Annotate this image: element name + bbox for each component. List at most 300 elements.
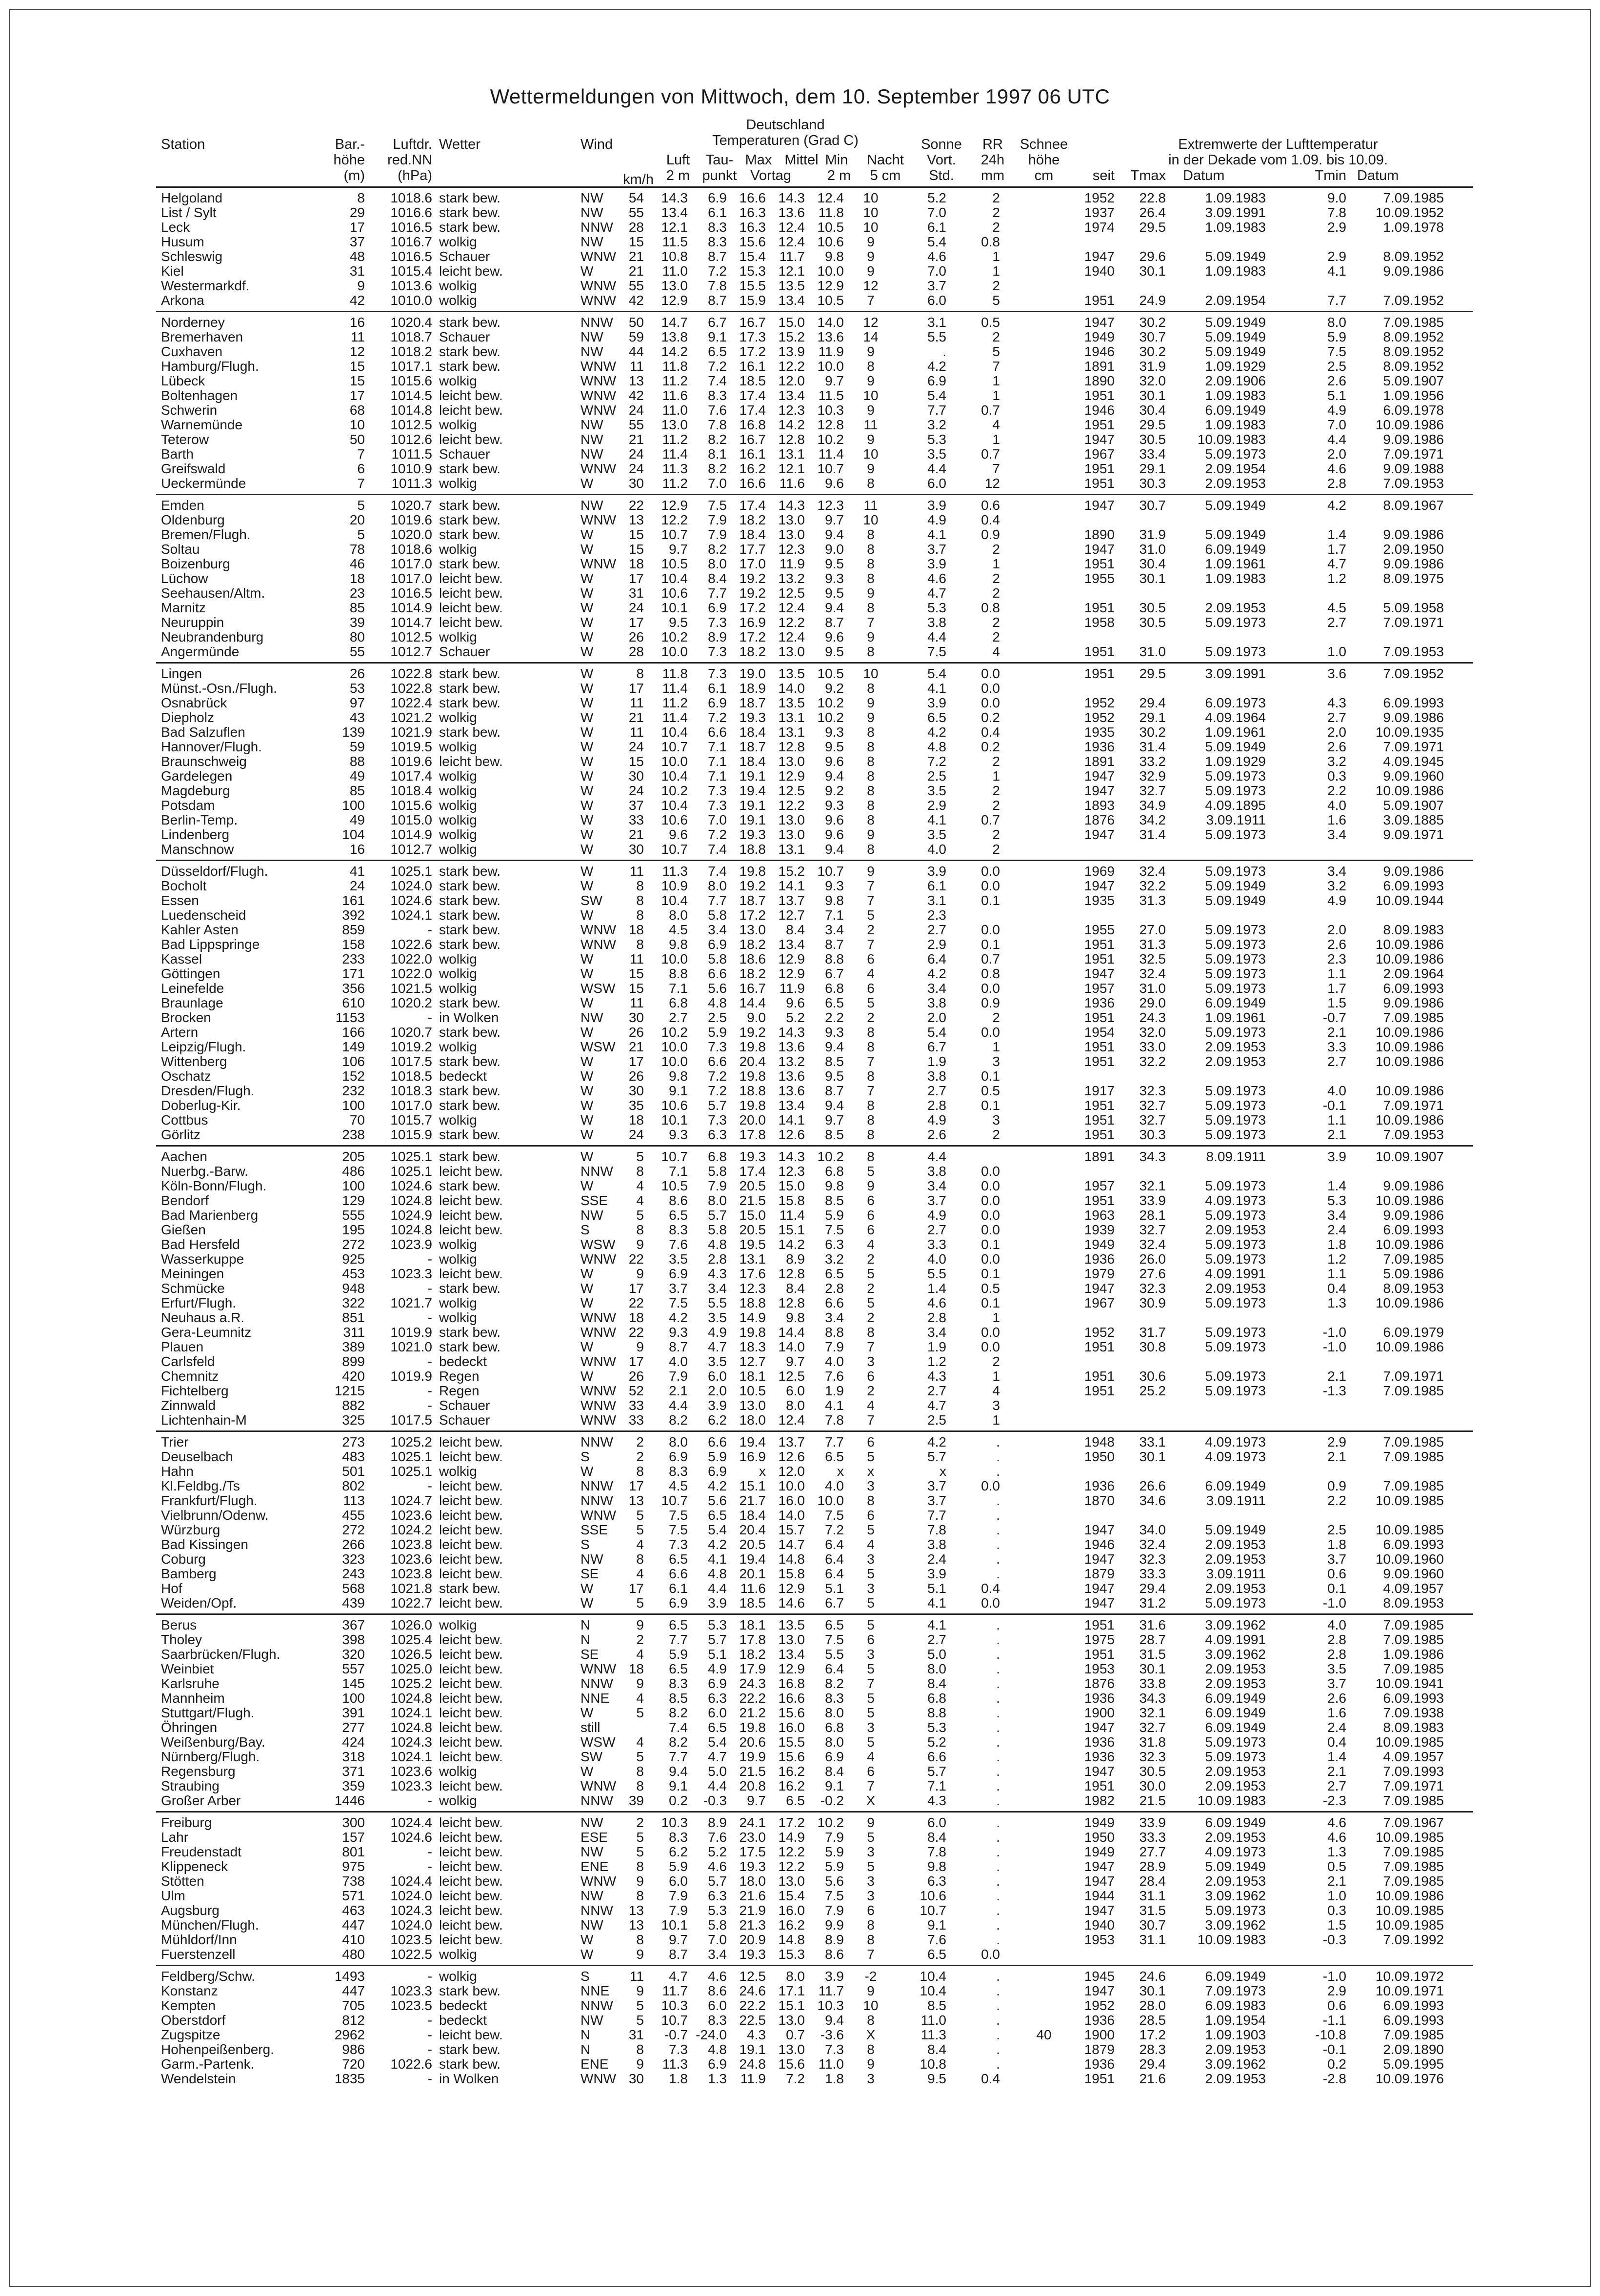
cell-nacht-5cm: 9 xyxy=(867,249,875,264)
cell-tmax-datum: 5.09.1973 xyxy=(1205,1237,1266,1252)
cell-wind-kmh: 15 xyxy=(628,527,644,542)
table-row xyxy=(156,666,1473,681)
cell-tmin: 0.2 xyxy=(1327,2056,1346,2072)
table-row xyxy=(156,1508,1473,1523)
cell-taupunkt: 7.8 xyxy=(708,417,727,432)
cell-luft-2m: 4.4 xyxy=(669,1398,688,1413)
cell-tmin-datum: 7.09.1967 xyxy=(1383,1815,1444,1830)
cell-bar-hoehe: 5 xyxy=(357,527,365,542)
cell-tmax: 32.3 xyxy=(1139,1551,1166,1567)
cell-wind-kmh: 24 xyxy=(628,446,644,462)
cell-min-2m: 8.5 xyxy=(825,1193,844,1208)
cell-nacht-5cm: 10 xyxy=(863,205,879,220)
cell-min-2m: 10.2 xyxy=(817,710,844,725)
cell-min-2m: 9.5 xyxy=(825,644,844,659)
cell-wind-richtung: SE xyxy=(580,1647,599,1662)
cell-station: Kempten xyxy=(161,1998,216,2013)
cell-station: Plauen xyxy=(161,1339,204,1354)
cell-taupunkt: 7.2 xyxy=(708,827,727,842)
cell-mittel-vortag: 15.7 xyxy=(778,1522,805,1537)
cell-luft-2m: 9.4 xyxy=(669,1764,688,1779)
cell-wetter: stark bew. xyxy=(439,1127,501,1142)
cell-nacht-5cm: 8 xyxy=(867,359,875,374)
cell-wetter: leicht bew. xyxy=(439,1508,503,1523)
cell-mittel-vortag: 13.1 xyxy=(778,725,805,740)
cell-mittel-vortag: 12.2 xyxy=(778,615,805,630)
cell-min-2m: 5.5 xyxy=(825,1647,844,1662)
cell-tmin: 1.3 xyxy=(1327,1295,1346,1310)
cell-rr-24h: 0.0 xyxy=(981,1193,1000,1208)
cell-seit: 1936 xyxy=(1084,739,1115,754)
cell-wind-kmh: 42 xyxy=(628,293,644,308)
station-groups xyxy=(156,186,1473,2086)
cell-wind-richtung: NW xyxy=(580,446,603,462)
cell-tmax: 27.7 xyxy=(1139,1844,1166,1859)
cell-tmax-datum: 1.09.1929 xyxy=(1205,754,1266,769)
cell-taupunkt: 4.1 xyxy=(708,1551,727,1567)
table-row xyxy=(156,2057,1473,2072)
cell-sonne: 6.6 xyxy=(927,1749,946,1764)
cell-bar-hoehe: 801 xyxy=(342,1844,365,1859)
cell-station: Garm.-Partenk. xyxy=(161,2056,255,2072)
cell-station: Nürnberg/Flugh. xyxy=(161,1749,260,1764)
cell-max-vortag: 18.9 xyxy=(739,681,766,696)
cell-min-2m: 9.8 xyxy=(825,893,844,908)
cell-tmin: 1.5 xyxy=(1327,995,1346,1010)
cell-wind-kmh: 33 xyxy=(628,1412,644,1428)
cell-min-2m: 10.7 xyxy=(817,864,844,879)
cell-wind-richtung: W xyxy=(580,527,594,542)
cell-max-vortag: 17.4 xyxy=(739,1164,766,1179)
cell-tmax: 28.5 xyxy=(1139,2013,1166,2028)
cell-tmin-datum: 10.09.1944 xyxy=(1375,893,1444,908)
cell-station: München/Flugh. xyxy=(161,1917,259,1933)
cell-rr-24h: 4 xyxy=(992,417,1000,432)
cell-nacht-5cm: 7 xyxy=(867,1947,875,1962)
cell-luftdruck: 1022.7 xyxy=(390,1595,432,1611)
cell-wind-richtung: WNW xyxy=(580,1873,617,1889)
cell-tmax: 31.3 xyxy=(1139,937,1166,952)
cell-nacht-5cm: 7 xyxy=(867,893,875,908)
cell-tmax-datum: 1.09.1961 xyxy=(1205,556,1266,571)
cell-wetter: wolkig xyxy=(439,827,477,842)
cell-seit: 1940 xyxy=(1084,263,1115,279)
cell-seit: 1951 xyxy=(1084,937,1115,952)
cell-station: Gießen xyxy=(161,1222,206,1237)
cell-max-vortag: 9.0 xyxy=(747,1010,766,1025)
cell-sonne: 5.2 xyxy=(927,190,946,205)
cell-rr-24h: 0.0 xyxy=(981,666,1000,681)
cell-rr-24h: . xyxy=(996,2042,1000,2057)
cell-tmax-datum: 5.09.1973 xyxy=(1205,1369,1266,1384)
cell-nacht-5cm: 8 xyxy=(867,644,875,659)
cell-wind-richtung: W xyxy=(580,585,594,601)
cell-max-vortag: 16.7 xyxy=(739,981,766,996)
cell-wind-richtung: W xyxy=(580,783,594,798)
cell-tmin-datum: 9.09.1986 xyxy=(1383,432,1444,447)
table-row xyxy=(156,1149,1473,1164)
cell-sonne: 3.8 xyxy=(927,995,946,1010)
cell-rr-24h: 2 xyxy=(992,542,1000,557)
cell-max-vortag: 13.0 xyxy=(739,1398,766,1413)
table-row xyxy=(156,1859,1473,1874)
cell-taupunkt: 5.6 xyxy=(708,1493,727,1508)
col-nacht-5cm: 5 cm xyxy=(870,168,901,183)
cell-sonne: 4.4 xyxy=(927,629,946,644)
cell-wetter: wolkig xyxy=(439,1617,477,1632)
cell-tmin: 2.2 xyxy=(1327,783,1346,798)
cell-max-vortag: 16.9 xyxy=(739,615,766,630)
cell-luft-2m: 9.7 xyxy=(669,1932,688,1947)
cell-tmin-datum: 5.09.1907 xyxy=(1383,798,1444,813)
cell-tmin-datum: 6.09.1993 xyxy=(1383,695,1444,710)
col-datum-2: Datum xyxy=(1357,168,1399,183)
cell-wind-kmh: 11 xyxy=(629,864,644,879)
cell-tmax-datum: 1.09.1903 xyxy=(1205,2027,1266,2042)
cell-mittel-vortag: 12.1 xyxy=(778,461,805,476)
cell-tmin: -1.0 xyxy=(1322,1339,1346,1354)
cell-tmin-datum: 9.09.1986 xyxy=(1383,556,1444,571)
cell-seit: 1975 xyxy=(1084,1632,1115,1647)
cell-nacht-5cm: 9 xyxy=(867,344,875,359)
cell-rr-24h: 1 xyxy=(992,373,1000,388)
cell-min-2m: 10.2 xyxy=(817,695,844,710)
cell-wetter: Regen xyxy=(439,1369,480,1384)
cell-min-2m: 1.9 xyxy=(825,1383,844,1398)
cell-bar-hoehe: 320 xyxy=(342,1647,365,1662)
cell-tmax-datum: 1.09.1983 xyxy=(1205,571,1266,586)
cell-luft-2m: 10.7 xyxy=(661,1493,688,1508)
cell-tmax: 28.0 xyxy=(1139,1998,1166,2013)
cell-bar-hoehe: 171 xyxy=(342,966,365,981)
col-bar-2: höhe xyxy=(333,152,365,168)
cell-luftdruck: 1022.4 xyxy=(390,695,432,710)
cell-bar-hoehe: 243 xyxy=(342,1566,365,1581)
cell-tmin-datum: 10.09.1972 xyxy=(1375,1969,1444,1984)
cell-wetter: stark bew. xyxy=(439,922,501,937)
cell-station: Düsseldorf/Flugh. xyxy=(161,864,268,879)
cell-seit: 1936 xyxy=(1084,2056,1115,2072)
cell-seit: 1951 xyxy=(1084,388,1115,403)
cell-wetter: leicht bew. xyxy=(439,1734,503,1750)
cell-rr-24h: 2 xyxy=(992,190,1000,205)
cell-mittel-vortag: 13.6 xyxy=(778,1068,805,1084)
table-row xyxy=(156,330,1473,344)
cell-seit: 1944 xyxy=(1084,1888,1115,1903)
cell-sonne: 2.9 xyxy=(927,937,946,952)
cell-wind-richtung: W xyxy=(580,615,594,630)
cell-sonne: 6.1 xyxy=(927,220,946,235)
cell-luftdruck: 1021.8 xyxy=(390,1581,432,1596)
cell-wind-richtung: NW xyxy=(580,1888,603,1903)
cell-nacht-5cm: 10 xyxy=(863,388,879,403)
cell-tmax-datum: 2.09.1953 xyxy=(1205,1551,1266,1567)
cell-tmax: 30.0 xyxy=(1139,1778,1166,1793)
cell-bar-hoehe: 1493 xyxy=(334,1969,365,1984)
cell-tmax: 34.2 xyxy=(1139,812,1166,827)
cell-wind-kmh: 11 xyxy=(629,951,644,967)
cell-bar-hoehe: 899 xyxy=(342,1354,365,1369)
cell-luftdruck: 1015.6 xyxy=(390,798,432,813)
cell-rr-24h: 2 xyxy=(992,220,1000,235)
cell-tmax-datum: 1.09.1983 xyxy=(1205,190,1266,205)
cell-rr-24h: 0.1 xyxy=(981,1098,1000,1113)
cell-luftdruck: 1016.6 xyxy=(390,205,432,220)
table-row xyxy=(156,1984,1473,1998)
cell-min-2m: 12.9 xyxy=(817,278,844,293)
cell-tmin: 0.3 xyxy=(1327,1903,1346,1918)
table-row xyxy=(156,1384,1473,1398)
cell-luft-2m: 8.8 xyxy=(669,966,688,981)
cell-luft-2m: 11.6 xyxy=(662,388,688,403)
cell-tmin-datum: 9.09.1986 xyxy=(1383,1208,1444,1223)
cell-wind-richtung: SSE xyxy=(580,1193,608,1208)
cell-nacht-5cm: 3 xyxy=(867,1478,875,1493)
cell-min-2m: 7.8 xyxy=(825,1412,844,1428)
cell-wetter: bedeckt xyxy=(439,1354,487,1369)
cell-tmin-datum: 7.09.1952 xyxy=(1383,666,1444,681)
cell-sonne: 3.4 xyxy=(927,1178,946,1193)
col-station: Station xyxy=(161,137,205,152)
cell-wetter: leicht bew. xyxy=(439,1691,503,1706)
cell-station: Aachen xyxy=(161,1149,207,1164)
cell-tmin: 2.4 xyxy=(1327,1222,1346,1237)
cell-wetter: leicht bew. xyxy=(439,263,503,279)
cell-tmax: 33.0 xyxy=(1139,1039,1166,1054)
cell-wetter: Schauer xyxy=(439,1398,490,1413)
cell-luftdruck: 1024.4 xyxy=(390,1815,432,1830)
cell-tmin-datum: 10.09.1986 xyxy=(1375,1193,1444,1208)
cell-tmax: 33.2 xyxy=(1139,754,1166,769)
cell-station: Oberstdorf xyxy=(161,2013,226,2028)
cell-tmin-datum: 5.09.1958 xyxy=(1383,600,1444,615)
table-row xyxy=(156,1691,1473,1706)
cell-wetter: leicht bew. xyxy=(439,1778,503,1793)
cell-tmax: 31.8 xyxy=(1139,1734,1166,1750)
table-row xyxy=(156,220,1473,235)
cell-tmax-datum: 3.09.1962 xyxy=(1205,1617,1266,1632)
cell-tmin: 0.9 xyxy=(1327,1478,1346,1493)
cell-luft-2m: 10.6 xyxy=(661,585,688,601)
cell-luft-2m: 5.9 xyxy=(669,1859,688,1874)
cell-seit: 1952 xyxy=(1084,695,1115,710)
cell-luftdruck: 1023.8 xyxy=(390,1537,432,1552)
cell-wind-richtung: WNW xyxy=(580,937,617,952)
cell-bar-hoehe: 70 xyxy=(349,1112,365,1128)
col-rr-3: mm xyxy=(980,168,1005,183)
cell-wetter: leicht bew. xyxy=(439,754,503,769)
cell-station: List / Sylt xyxy=(161,205,217,220)
cell-wind-richtung: W xyxy=(580,768,594,784)
cell-taupunkt: 8.7 xyxy=(708,249,727,264)
cell-bar-hoehe: 29 xyxy=(349,205,365,220)
cell-station: Lübeck xyxy=(161,373,205,388)
cell-tmin: 2.1 xyxy=(1327,1127,1346,1142)
cell-wetter: leicht bew. xyxy=(439,1632,503,1647)
cell-min-2m: 13.6 xyxy=(817,329,844,344)
cell-max-vortag: 17.2 xyxy=(739,629,766,644)
cell-mittel-vortag: 15.6 xyxy=(778,1749,805,1764)
cell-nacht-5cm: 7 xyxy=(867,1054,875,1069)
cell-min-2m: 10.0 xyxy=(817,1493,844,1508)
table-row xyxy=(156,923,1473,937)
cell-min-2m: 9.8 xyxy=(825,1178,844,1193)
cell-sonne: 3.9 xyxy=(927,556,946,571)
cell-wind-kmh: 55 xyxy=(628,278,644,293)
cell-wind-kmh: 8 xyxy=(636,1164,644,1179)
cell-seit: 1951 xyxy=(1084,1193,1115,1208)
cell-nacht-5cm: X xyxy=(866,2027,876,2042)
cell-nacht-5cm: -2 xyxy=(864,1969,877,1984)
cell-tmax-datum: 5.09.1973 xyxy=(1205,644,1266,659)
cell-taupunkt: 8.9 xyxy=(708,629,727,644)
cell-tmin: 4.3 xyxy=(1327,695,1346,710)
cell-wind-richtung: W xyxy=(580,798,594,813)
cell-wind-richtung: WNW xyxy=(580,1412,617,1428)
cell-seit: 1953 xyxy=(1084,1932,1115,1947)
cell-min-2m: 9.5 xyxy=(825,556,844,571)
cell-sonne: 4.4 xyxy=(927,461,946,476)
cell-wind-richtung: WNW xyxy=(580,388,617,403)
cell-wetter: wolkig xyxy=(439,1947,477,1962)
cell-wetter: Schauer xyxy=(439,1412,490,1428)
cell-luft-2m: 6.5 xyxy=(669,1551,688,1567)
cell-luft-2m: 10.7 xyxy=(661,1149,688,1164)
cell-tmax-datum: 6.09.1949 xyxy=(1205,995,1266,1010)
table-row xyxy=(156,1223,1473,1237)
cell-tmax-datum: 6.09.1949 xyxy=(1205,1969,1266,1984)
cell-station: Norderney xyxy=(161,315,225,330)
cell-tmax: 34.3 xyxy=(1139,1149,1166,1164)
cell-luft-2m: 8.2 xyxy=(669,1705,688,1720)
cell-station: Bremerhaven xyxy=(161,329,243,344)
cell-mittel-vortag: 9.6 xyxy=(786,995,805,1010)
table-row xyxy=(156,279,1473,293)
cell-tmax-datum: 2.09.1953 xyxy=(1205,1661,1266,1676)
cell-station: Lichtenhain-M xyxy=(161,1412,247,1428)
cell-taupunkt: 3.5 xyxy=(708,1354,727,1369)
cell-tmax-datum: 2.09.1953 xyxy=(1205,1873,1266,1889)
cell-bar-hoehe: 486 xyxy=(342,1164,365,1179)
cell-sonne: 2.4 xyxy=(927,1551,946,1567)
cell-tmax: 32.4 xyxy=(1139,1237,1166,1252)
cell-min-2m: 10.7 xyxy=(817,461,844,476)
cell-luft-2m: 10.7 xyxy=(661,527,688,542)
cell-wind-kmh: 24 xyxy=(628,461,644,476)
cell-station: Fuerstenzell xyxy=(161,1947,236,1962)
cell-wind-richtung: NW xyxy=(580,1844,603,1859)
cell-bar-hoehe: 15 xyxy=(349,359,365,374)
cell-station: Schmücke xyxy=(161,1281,225,1296)
cell-luft-2m: 14.3 xyxy=(661,190,688,205)
cell-wind-richtung: WNW xyxy=(580,373,617,388)
cell-wind-richtung: SW xyxy=(580,1749,603,1764)
cell-rr-24h: 0.7 xyxy=(981,403,1000,418)
col-rr-2: 24h xyxy=(980,152,1005,168)
cell-wind-richtung: WNW xyxy=(580,278,617,293)
cell-tmax: 31.0 xyxy=(1139,981,1166,996)
cell-wetter: stark bew. xyxy=(439,527,501,542)
cell-tmin-datum: 7.09.1985 xyxy=(1383,1661,1444,1676)
cell-taupunkt: 7.4 xyxy=(708,842,727,857)
cell-rr-24h: 1 xyxy=(992,263,1000,279)
cell-wetter: wolkig xyxy=(439,981,477,996)
cell-wetter: wolkig xyxy=(439,798,477,813)
table-row xyxy=(156,1398,1473,1413)
cell-rr-24h: 5 xyxy=(992,344,1000,359)
table-row xyxy=(156,1098,1473,1113)
cell-bar-hoehe: 26 xyxy=(349,666,365,681)
cell-seit: 1947 xyxy=(1084,1983,1115,1998)
cell-station: Gera-Leumnitz xyxy=(161,1325,252,1340)
cell-tmin-datum: 8.09.1952 xyxy=(1383,359,1444,374)
cell-wind-richtung: W xyxy=(580,710,594,725)
cell-wind-kmh: 18 xyxy=(628,556,644,571)
cell-wetter: stark bew. xyxy=(439,907,501,923)
cell-wind-kmh: 22 xyxy=(628,1251,644,1267)
cell-bar-hoehe: 410 xyxy=(342,1932,365,1947)
station-group xyxy=(156,1430,1473,1611)
cell-bar-hoehe: 48 xyxy=(349,249,365,264)
cell-wind-richtung: WNW xyxy=(580,1310,617,1325)
cell-luftdruck: 1017.5 xyxy=(390,1412,432,1428)
cell-sonne: 6.5 xyxy=(927,1947,946,1962)
cell-wetter: stark bew. xyxy=(439,864,501,879)
cell-wind-kmh: 30 xyxy=(628,842,644,857)
cell-sonne: 3.3 xyxy=(927,1237,946,1252)
cell-tmax-datum: 5.09.1973 xyxy=(1205,615,1266,630)
cell-wind-kmh: 18 xyxy=(628,922,644,937)
cell-luft-2m: 10.4 xyxy=(661,725,688,740)
cell-max-vortag: 22.2 xyxy=(739,1691,766,1706)
cell-tmax-datum: 5.09.1973 xyxy=(1205,1749,1266,1764)
cell-max-vortag: 18.4 xyxy=(739,1508,766,1523)
cell-min-2m: 11.4 xyxy=(818,446,844,462)
cell-min-2m: 5.9 xyxy=(825,1208,844,1223)
cell-tmin-datum: 7.09.1938 xyxy=(1383,1705,1444,1720)
cell-station: Kahler Asten xyxy=(161,922,239,937)
cell-wind-richtung: W xyxy=(580,754,594,769)
cell-tmin-datum: 3.09.1885 xyxy=(1383,812,1444,827)
table-row xyxy=(156,644,1473,659)
cell-tmax-datum: 4.09.1895 xyxy=(1205,798,1266,813)
cell-bar-hoehe: 49 xyxy=(349,768,365,784)
cell-nacht-5cm: 4 xyxy=(867,1237,875,1252)
cell-taupunkt: 7.3 xyxy=(708,666,727,681)
cell-wind-richtung: NW xyxy=(580,1917,603,1933)
cell-mittel-vortag: 12.5 xyxy=(778,783,805,798)
cell-taupunkt: 6.9 xyxy=(708,695,727,710)
cell-tmin: 2.9 xyxy=(1327,1983,1346,1998)
cell-wind-richtung: WNW xyxy=(580,1354,617,1369)
cell-wetter: stark bew. xyxy=(439,1025,501,1040)
cell-bar-hoehe: 272 xyxy=(342,1237,365,1252)
cell-taupunkt: 6.3 xyxy=(708,1888,727,1903)
cell-wind-richtung: NNW xyxy=(580,315,613,330)
cell-station: Kassel xyxy=(161,951,202,967)
cell-tmax-datum: 3.09.1962 xyxy=(1205,2056,1266,2072)
cell-nacht-5cm: 3 xyxy=(867,1647,875,1662)
cell-wind-kmh: 17 xyxy=(628,571,644,586)
cell-luftdruck: 1024.6 xyxy=(390,893,432,908)
cell-taupunkt: 6.0 xyxy=(708,1369,727,1384)
cell-max-vortag: 17.8 xyxy=(739,1632,766,1647)
table-row xyxy=(156,1735,1473,1750)
cell-mittel-vortag: 14.3 xyxy=(778,498,805,513)
cell-tmax-datum: 5.09.1949 xyxy=(1205,893,1266,908)
cell-rr-24h: 0.0 xyxy=(981,1208,1000,1223)
cell-wetter: leicht bew. xyxy=(439,1647,503,1662)
